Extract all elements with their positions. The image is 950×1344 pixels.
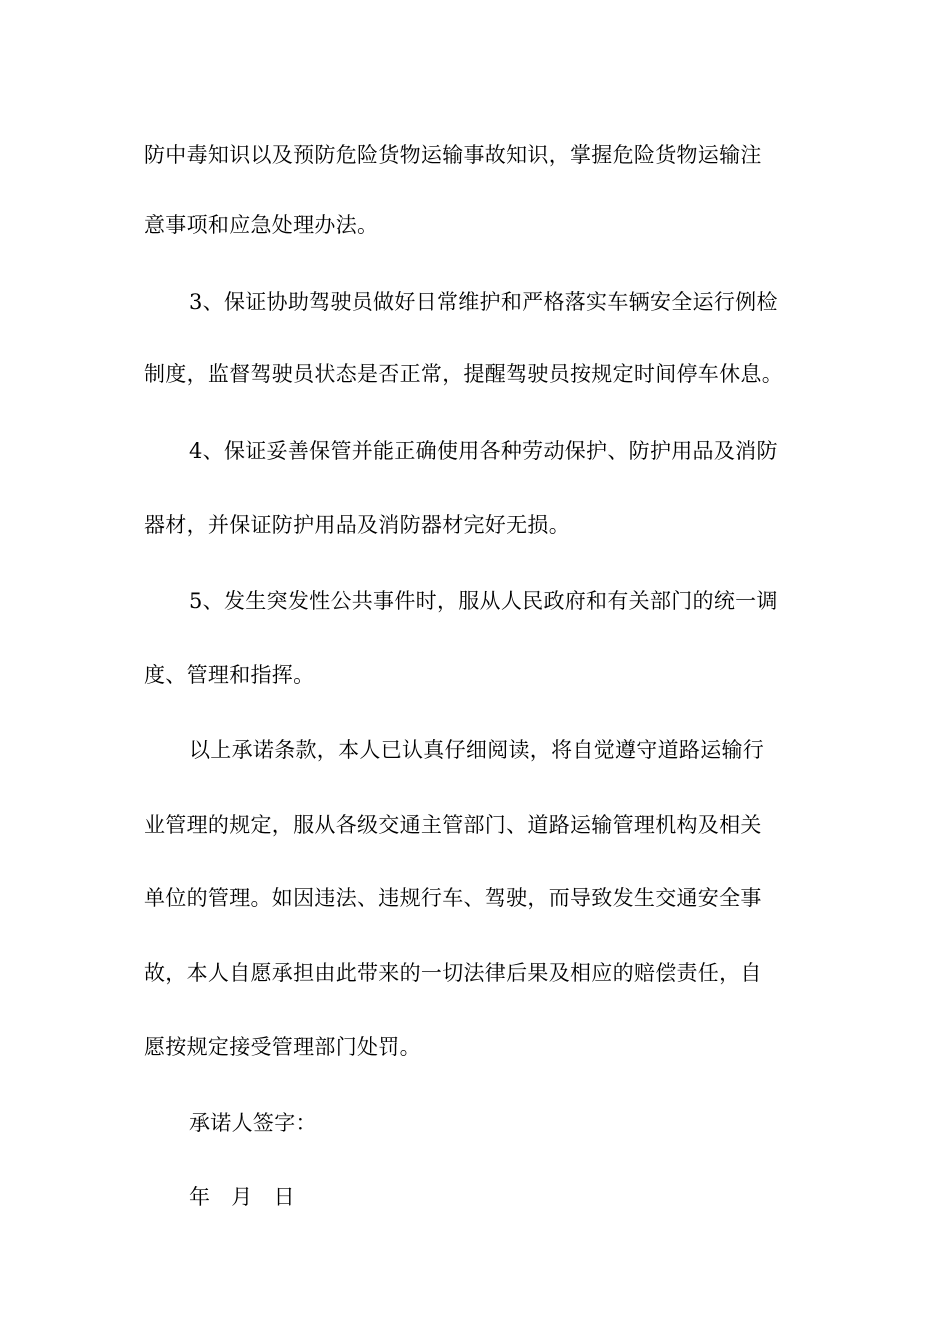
text-line: 4、保证妥善保管并能正确使用各种劳动保护、防护用品及消防 <box>189 439 778 463</box>
text-line: 愿按规定接受管理部门处罚。 <box>144 1035 421 1059</box>
text-line: 意事项和应急处理办法。 <box>144 213 379 237</box>
signature-label: 承诺人签字： <box>189 1111 317 1135</box>
text-line: 以上承诺条款，本人已认真仔细阅读，将自觉遵守道路运输行 <box>189 738 765 762</box>
date-line <box>189 1182 309 1212</box>
text-line: 5、发生突发性公共事件时，服从人民政府和有关部门的统一调 <box>189 589 778 613</box>
text-line: 器材，并保证防护用品及消防器材完好无损。 <box>144 513 570 537</box>
date-day-label: 日 <box>273 1185 295 1209</box>
date-month-label: 月 <box>231 1185 253 1209</box>
text-line: 业管理的规定，服从各级交通主管部门、道路运输管理机构及相关 <box>144 813 762 837</box>
text-line: 度、管理和指挥。 <box>144 663 315 687</box>
text-line: 单位的管理。如因违法、违规行车、驾驶，而导致发生交通安全事 <box>144 886 762 910</box>
text-line: 3、保证协助驾驶员做好日常维护和严格落实车辆安全运行例检 <box>189 290 778 314</box>
text-line: 制度，监督驾驶员状态是否正常，提醒驾驶员按规定时间停车休息。 <box>144 362 783 386</box>
text-line: 防中毒知识以及预防危险货物运输事故知识，掌握危险货物运输注 <box>144 143 762 167</box>
date-year-label: 年 <box>189 1185 211 1209</box>
text-line: 故，本人自愿承担由此带来的一切法律后果及相应的赔偿责任，自 <box>144 961 762 985</box>
